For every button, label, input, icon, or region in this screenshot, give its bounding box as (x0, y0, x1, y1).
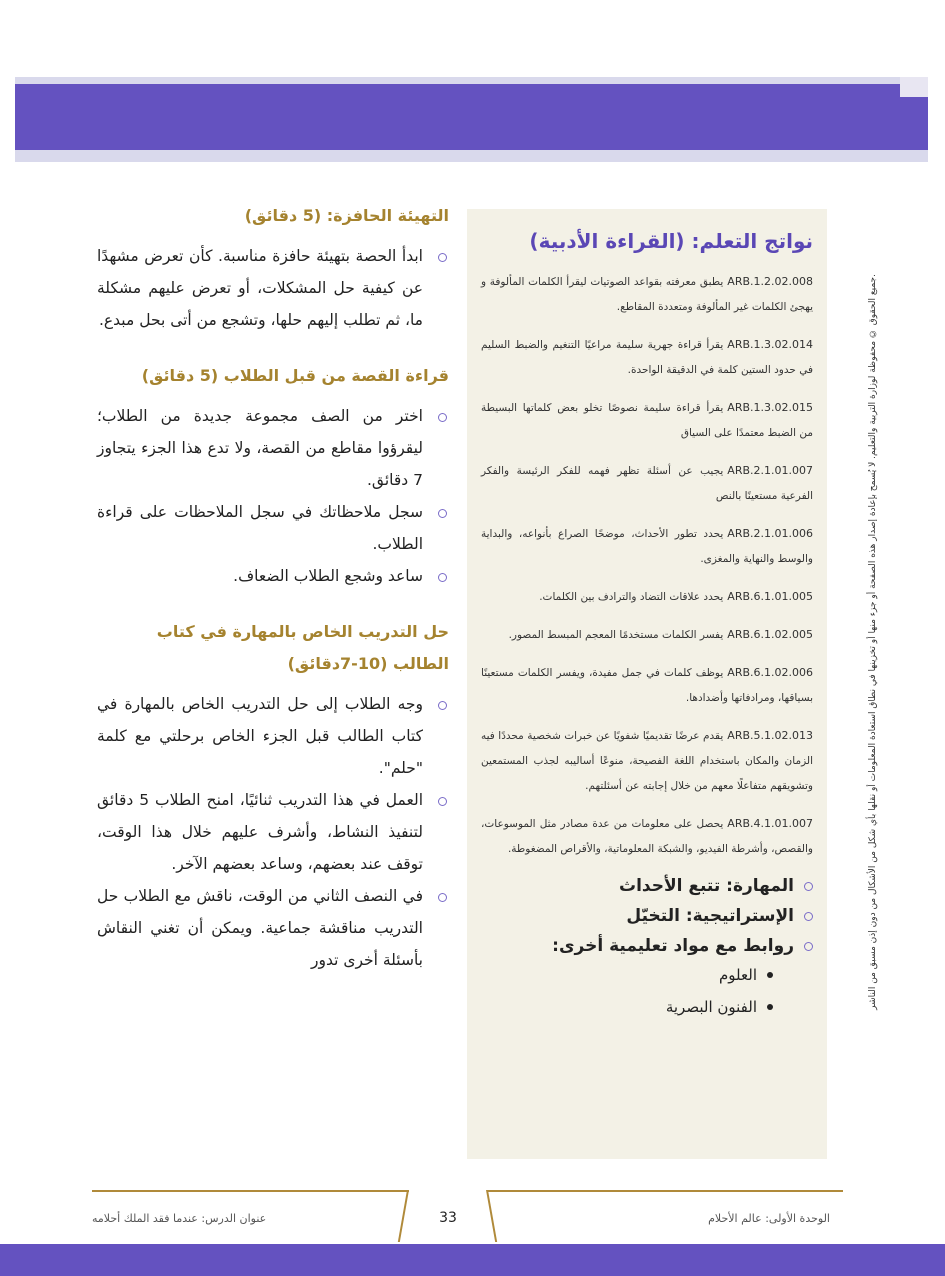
outcome-code: ARB.5.1.02.013 (727, 729, 813, 742)
link-subject-item: الفنون البصرية (481, 998, 773, 1016)
reading-list (97, 400, 449, 592)
list-item: اختر من الصف مجموعة جديدة من الطلاب؛ ليقرؤوا مقاطع من القصة، ولا تدع هذا الجزء يتجاوز 7 دقائق. (97, 400, 449, 496)
list-item: ابدأ الحصة بتهيئة حافزة مناسبة. كأن تعرض مشهدًا عن كيفية حل المشكلات، أو تعرض عليهم مشكلة ما، ثم تطلب إليهم حلها، وتشجع من أتى بحل مبدع. (97, 240, 449, 336)
practice-heading: حل التدريب الخاص بالمهارة في كتاب الطالب (10-7دقائق) (156, 622, 449, 673)
outcome-text: يحدد تطور الأحداث، موضحًا الصراع بأنواعه، والبداية والوسط والنهاية والمغزى. (481, 528, 813, 565)
strategy-item: الإستراتيجية: التخيّل (481, 906, 813, 926)
outcome-code: ARB.2.1.01.007 (727, 464, 813, 477)
outcome-item (481, 660, 813, 711)
links-list (481, 966, 773, 1016)
outcome-text: يقدم عرضًا تقديميًا شفويًا عن خبرات شخصية محددًا فيه الزمان والمكان باستخدام اللغة الفصيحة، منوعًا أساليبه لجذب المستمعين وتشويقهم متفاعلًا معهم من خلال إجابته عن أسئلتهم. (481, 730, 813, 792)
outcome-text: يجيب عن أسئلة تظهر فهمه للفكر الرئيسة والفكر الفرعية مستعينًا بالنص (481, 465, 813, 502)
outcome-item (481, 521, 813, 572)
dot-bullet-icon (767, 1004, 773, 1010)
outcomes-list (481, 269, 813, 862)
copyright-strip (858, 274, 888, 1010)
outcome-text: يوظف كلمات في جمل مفيدة، ويفسر الكلمات مستعينًا بسياقها، ومرادفاتها وأضدادها. (481, 667, 813, 704)
outcome-code: ARB.6.1.01.005 (727, 590, 813, 603)
skill-item: المهارة: تتبع الأحداث (481, 876, 813, 896)
header-banner (15, 84, 928, 150)
outcome-text: يفسر الكلمات مستخدمًا المعجم المبسط المصور. (508, 629, 724, 641)
footer-rule (488, 1190, 843, 1192)
ring-bullet-icon (804, 882, 813, 891)
ring-bullet-icon (804, 912, 813, 921)
page-number: 33 (439, 1210, 457, 1226)
outcome-code: ARB.4.1.01.007 (727, 817, 813, 830)
outcome-item (481, 723, 813, 799)
warmup-list (97, 240, 449, 336)
skills-list (481, 876, 813, 956)
outcome-text: يحصل على معلومات من عدة مصادر مثل الموسوعات، والقصص، وأشرطة الفيديو، والشبكة المعلوماتية، والأقراص المضغوطة. (481, 818, 813, 855)
footer-unit-title: الوحدة الأولى: عالم الأحلام (708, 1212, 830, 1225)
list-item: في النصف الثاني من الوقت، ناقش مع الطلاب حل التدريب مناقشة جماعية. ويمكن أن تغني النقاش بأسئلة أخرى تدور (97, 880, 449, 976)
outcome-text: يقرأ قراءة سليمة نصوصًا تخلو بعض كلماتها البسيطة من الضبط معتمدًا على السياق (481, 402, 813, 439)
header-banner-tab (900, 77, 928, 97)
footer-band (0, 1244, 945, 1276)
ring-bullet-icon (438, 573, 447, 582)
outcome-item (481, 584, 813, 610)
outcome-code: ARB.2.1.01.006 (727, 527, 813, 540)
outcome-code: ARB.1.3.02.015 (727, 401, 813, 414)
outcome-item (481, 395, 813, 446)
list-item: سجل ملاحظاتك في سجل الملاحظات على قراءة الطلاب. (97, 496, 449, 560)
reading-heading: قراءة القصة من قبل الطلاب (5 دقائق) (141, 366, 449, 385)
list-item: وجه الطلاب إلى حل التدريب الخاص بالمهارة في كتاب الطالب قبل الجزء الخاص برحلتي مع كلمة "حلم". (97, 688, 449, 784)
outcome-text: يقرأ قراءة جهرية سليمة مراعيًا التنغيم والضبط السليم في حدود الستين كلمة في الدقيقة الواحدة. (481, 339, 813, 376)
outcome-item (481, 269, 813, 320)
list-item: العمل في هذا التدريب ثنائيًا، امنح الطلاب 5 دقائق لتنفيذ النشاط، وأشرف عليهم خلال هذا الوقت، توقف عند بعضهم، وساعد بعضهم الآخر. (97, 784, 449, 880)
panel-title: نواتج التعلم: (القراءة الأدبية) (529, 229, 813, 253)
outcome-code: ARB.1.3.02.014 (727, 338, 813, 351)
copyright-note: جميع الحقوق © محفوظة لوزارة التربية والتعليم. لا يُسمح بإعادة إصدار هذه الصفحة أو جزء منها أو تخزينها في نطاق استعادة المعلومات أو نقلها بأي شكل من الأشكال من دون إذن مسبق من الناشر. (868, 274, 878, 1010)
outcome-code: ARB.1.2.02.008 (727, 275, 813, 288)
ring-bullet-icon (438, 893, 447, 902)
learning-outcomes-panel (467, 209, 827, 1159)
footer-rule (92, 1190, 409, 1192)
ring-bullet-icon (438, 701, 447, 710)
footer-lesson-title: عنوان الدرس: عندما فقد الملك أحلامه (92, 1212, 267, 1225)
practice-list (97, 688, 449, 976)
link-subject-item: العلوم (481, 966, 773, 984)
outcome-item (481, 332, 813, 383)
outcome-code: ARB.6.1.02.006 (727, 666, 813, 679)
outcome-item (481, 622, 813, 648)
ring-bullet-icon (804, 942, 813, 951)
footer-rule (486, 1190, 497, 1242)
lesson-procedure (97, 200, 449, 1000)
outcome-code: ARB.6.1.02.005 (727, 628, 813, 641)
links-item: روابط مع مواد تعليمية أخرى: (481, 936, 813, 956)
ring-bullet-icon (438, 797, 447, 806)
footer-rule (398, 1190, 409, 1242)
ring-bullet-icon (438, 413, 447, 422)
ring-bullet-icon (438, 253, 447, 262)
ring-bullet-icon (438, 509, 447, 518)
warmup-heading: التهيئة الحافزة: (5 دقائق) (244, 206, 449, 225)
outcome-item (481, 458, 813, 509)
outcome-item (481, 811, 813, 862)
list-item: ساعد وشجع الطلاب الضعاف. (97, 560, 449, 592)
dot-bullet-icon (767, 972, 773, 978)
outcome-text: يحدد علاقات التضاد والترادف بين الكلمات. (539, 591, 724, 603)
outcome-text: يطبق معرفته بقواعد الصوتيات ليقرأ الكلمات المألوفة و يهجئ الكلمات غير المألوفة ومتعددة المقاطع. (481, 276, 813, 313)
